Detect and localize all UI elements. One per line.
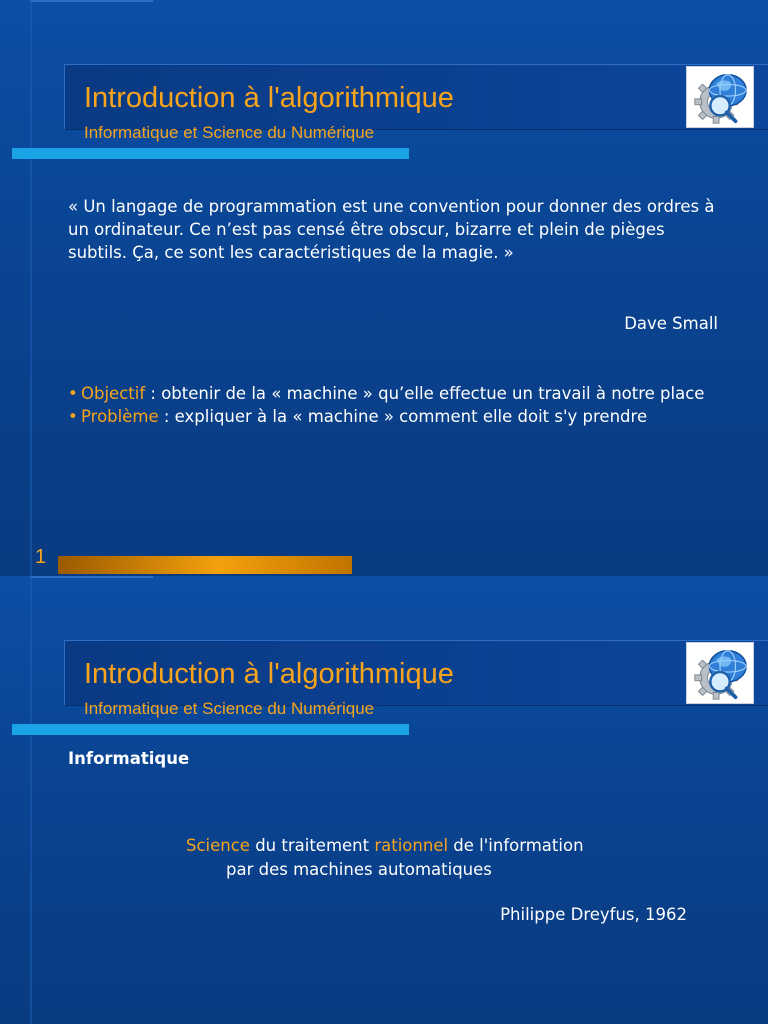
bullet-text: : obtenir de la « machine » qu’elle effectue un travail à notre place — [145, 384, 705, 403]
bullet-dot-icon: • — [68, 407, 78, 426]
slide-subtitle: Informatique et Science du Numérique — [84, 123, 375, 142]
page-number: 1 — [35, 546, 47, 568]
globe-gear-icon-graphic — [687, 67, 753, 127]
bullet-item-objectif — [68, 382, 748, 405]
accent-bar — [12, 724, 409, 735]
bullet-term: Objectif — [81, 384, 146, 403]
slide-title: Introduction à l'algorithmique — [84, 658, 454, 690]
definition-fragment: du traitement — [249, 836, 375, 855]
slide-top-edge-line — [30, 0, 153, 2]
definition-keyword-science: Science — [186, 836, 250, 855]
definition-line-2: par des machines automatiques — [226, 860, 492, 879]
definition-author: Philippe Dreyfus, 1962 — [500, 905, 687, 924]
section-heading: Informatique — [68, 749, 190, 768]
footer-bar — [58, 556, 352, 574]
bullet-dot-icon: • — [68, 384, 78, 403]
bullet-item-probleme — [68, 405, 748, 428]
quote-author: Dave Small — [624, 314, 718, 333]
accent-bar — [12, 148, 409, 159]
globe-gear-icon-graphic — [687, 643, 753, 703]
slide-top-edge-line — [30, 576, 153, 578]
slide-left-edge-line — [30, 576, 32, 1024]
bullet-list — [68, 382, 748, 428]
bullet-term: Problème — [81, 407, 159, 426]
slide-2 — [0, 576, 768, 1024]
definition-text — [186, 834, 686, 882]
globe-gear-icon — [686, 66, 754, 128]
globe-gear-icon — [686, 642, 754, 704]
quote-text: « Un langage de programmation est une convention pour donner des ordres à un ordinateur. Ce n’est pas censé être obscur, bizarre et plein de pièges subtils. Ça, ce sont les caractéristiques de la magie. » — [68, 197, 715, 262]
definition-fragment: de l'information — [448, 836, 584, 855]
slide-title: Introduction à l'algorithmique — [84, 82, 454, 114]
slide-left-edge-line — [30, 0, 32, 576]
slide-subtitle: Informatique et Science du Numérique — [84, 699, 375, 718]
definition-keyword-rationnel: rationnel — [374, 836, 449, 855]
bullet-text: : expliquer à la « machine » comment elle doit s'y prendre — [158, 407, 648, 426]
